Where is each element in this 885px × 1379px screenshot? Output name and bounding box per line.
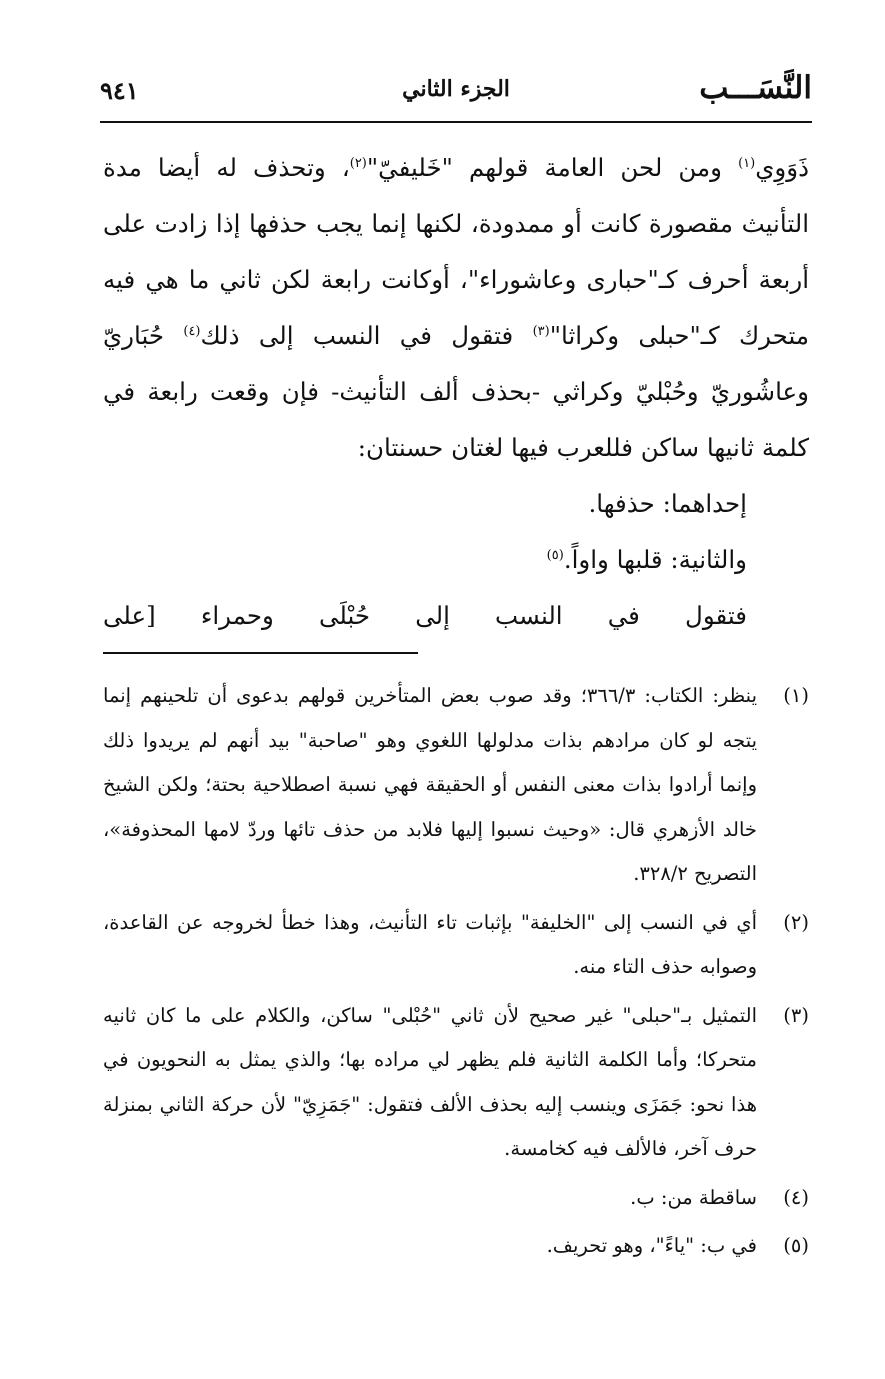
footnote-item: [103, 1176, 809, 1221]
list-item-first: إحداهما: حذفها.: [588, 489, 747, 518]
text-run: ذَوَوِي: [755, 153, 809, 182]
footnote-number: (٣): [783, 1003, 809, 1027]
footnote-text: التمثيل بـ"حبلى" غير صحيح لأن ثاني "حُبْلى" ساكن، والكلام على ما كان ثانيه متحركا؛ وأما الكلمة الثانية فلم يظهر لي مراده بها؛ والذي يمثل به النحويون في هذا نحو: جَمَزَى وينسب إليه بحذف الألف فتقول: "جَمَزِيّ" لأن حركة الثاني بمنزلة حرف آخر، فالألف فيه كخامسة.: [103, 1003, 757, 1160]
footnote-ref-5: (٥): [546, 547, 564, 563]
footnote-ref-4: (٤): [183, 323, 201, 339]
footnote-number: (٤): [783, 1185, 809, 1209]
footnote-item: [103, 1224, 809, 1269]
footnote-text: في ب: "ياءً"، وهو تحريف.: [546, 1234, 757, 1257]
continuation-line: فتقول في النسب إلى حُبْلَى وحمراء [على: [103, 601, 747, 630]
text-run: ومن لحن العامة قولهم "خَليفيّ": [366, 153, 739, 182]
footnote-number: (٢): [783, 910, 809, 934]
text-run: فتقول في النسب إلى ذلك: [200, 321, 533, 350]
text-run: والثانية: قلبها واواً.: [563, 545, 747, 574]
main-paragraph: [103, 140, 809, 476]
footnote-text: ساقطة من: ب.: [630, 1185, 757, 1209]
footnote-item: [103, 901, 809, 990]
chapter-title: النَّسَـــب: [699, 70, 812, 106]
footnote-ref-3: (٣): [532, 323, 550, 339]
main-text: [103, 140, 809, 644]
text-run: ، وتحذف له أيضا مدة التأنيث مقصورة كانت أو ممدودة، لكنها إنما يجب حذفها إذا زادت على أربعة أحرف كـ"حبارى وعاشوراء"، أوكانت رابعة لكن ثاني ما هي فيه متحرك كـ"حبلى وكراثا": [103, 153, 809, 350]
footnote-number: (٥): [783, 1234, 809, 1257]
footnote-text: أي في النسب إلى "الخليفة" بإثبات تاء التأنيث، وهذا خطأ لخروجه عن القاعدة، وصوابه حذف التاء منه.: [103, 910, 757, 978]
footnote-ref-1: (١): [738, 155, 756, 171]
running-header: [100, 70, 812, 114]
part-title: الجزء الثاني: [402, 76, 510, 102]
footnote-ref-2: (٢): [349, 155, 367, 171]
footnote-item: [103, 994, 809, 1172]
header-divider: [100, 121, 812, 123]
footnote-divider: [103, 652, 418, 654]
footnotes: [103, 674, 809, 1273]
footnote-number: (١): [783, 684, 809, 707]
text-run: حُبَاريّ وعاشُوريّ وحُبْليّ وكراثي -بحذف ألف التأنيث- فإن وقعت رابعة في كلمة ثانيها ساكن فللعرب فيها لغتان حسنتان:: [103, 321, 809, 462]
page-number: ٩٤١: [100, 76, 139, 105]
footnote-item: [103, 674, 809, 897]
footnote-text: ينظر: الكتاب: ٣٦٦/٣؛ وقد صوب بعض المتأخرين قولهم بدعوى أن تلحينهم إنما يتجه لو كان مرادهم بذات مدلولها اللغوي وهو "صاحبة" بيد أنهم لم يريدوا ذلك وإنما أرادوا بذات معنى النفس أو الحقيقة فهي نسبة اصطلاحية بحتة؛ ولكن الشيخ خالد الأزهري قال: «وحيث نسبوا إليها فلابد من حذف تائها وردّ لامها المحذوفة»، التصريح ٣٢٨/٢.: [103, 684, 757, 885]
list-item-second: [103, 532, 809, 588]
